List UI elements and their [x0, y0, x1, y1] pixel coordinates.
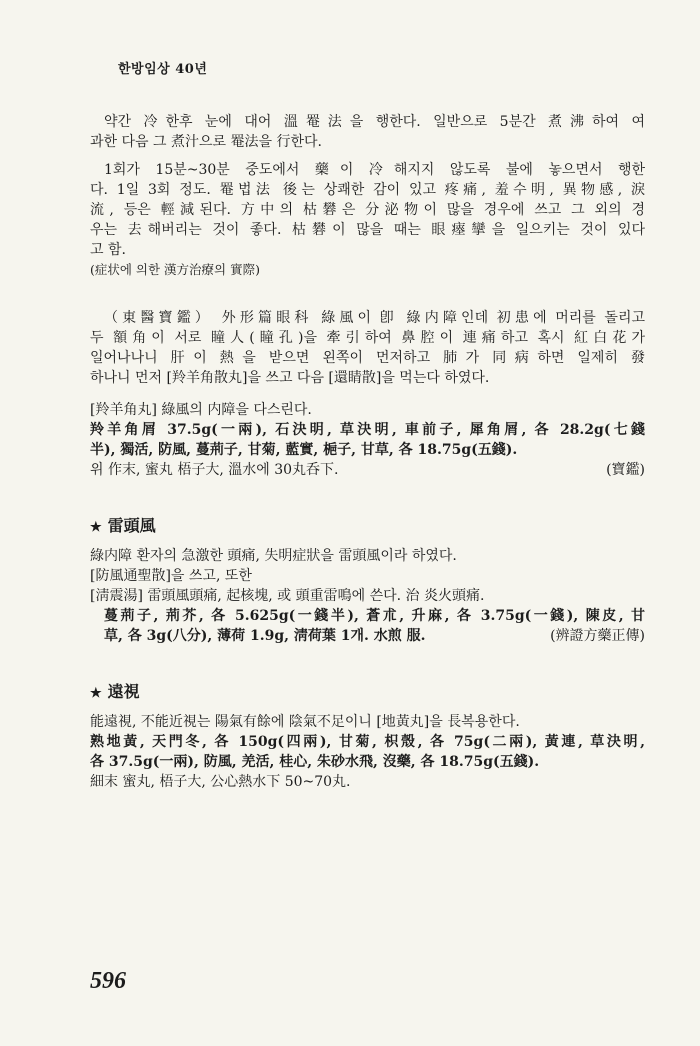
paragraph-procedure [90, 160, 645, 260]
citation: (寶鑑) [606, 462, 645, 478]
prescription-title: [淸震湯] 雷頭風頭痛, 起核塊, 或 頭重雷鳴에 쓴다. 治 炎火頭痛. [90, 588, 485, 604]
paragraph-warm-compress [90, 112, 645, 152]
text-line: 우는 去해버리는 것이 좋다. 枯礬이 많을 때는 眼瘞攣을 일으키는 것이 있다 [90, 222, 645, 238]
text-line: 流, 등은 輕減된다. 方中의 枯礬은 分泌物이 많을 경우에 쓰고 그 외의 경 [90, 202, 645, 218]
citation: (辨證方藥正傳) [550, 628, 645, 644]
text-line: 고 함. [90, 242, 126, 258]
prescription-title: [羚羊角丸] 綠風의 内障을 다스린다. [90, 402, 312, 418]
section-heading [90, 680, 645, 704]
ingredient-line: 羚羊角屑 37.5g(一兩), 石決明, 草決明, 車前子, 犀角屑, 各 28.2g(七錢 [90, 422, 645, 438]
text-line: 하나니 먼저 [羚羊角散丸]을 쓰고 다음 [還睛散]을 먹는다 하였다. [90, 370, 490, 386]
text-line: 綠内障 환자의 急激한 頭痛, 失明症狀을 雷頭風이라 하였다. [90, 548, 457, 564]
section-noedupung [90, 514, 645, 646]
preparation-method: 위 作末, 蜜丸 梧子大, 溫水에 30丸呑下. [90, 462, 339, 478]
ingredient-line: 蔓荊子, 荊芥, 各 5.625g(一錢半), 蒼朮, 升麻, 各 3.75g(一錢), 陳皮, 甘 [104, 608, 645, 624]
text-line: 能遠視, 不能近視는 陽氣有餘에 陰氣不足이니 [地黃丸]을 長복용한다. [90, 714, 520, 730]
section-heading [90, 514, 645, 538]
ingredient-line [90, 626, 645, 646]
text-line: 다. 1일 3회 정도. 罨법法 後는 상쾌한 감이 있고 疼痛, 羞수明, 異物感, 淚 [90, 182, 645, 198]
text-line: 두 額角이 서로 瞳人(瞳孔)을 牽引하여 鼻腔이 連痛하고 혹시 紅白花가 [90, 330, 645, 346]
text-line: 細末 蜜丸, 梧子大, 公心熱水下 50~70丸. [90, 774, 351, 790]
heading-text: 遠視 [107, 682, 140, 701]
preparation-line [90, 460, 645, 480]
star-icon: ★ [90, 520, 102, 535]
text-line: 일어나나니 肝이 熱을 받으면 왼쪽이 먼저하고 肺가 同病하면 일제히 發 [90, 350, 645, 366]
heading-text: 雷頭風 [107, 516, 156, 535]
source-note: (症状에 의한 漢方治療의 實際) [90, 262, 260, 277]
star-icon: ★ [90, 686, 102, 701]
page-body [90, 112, 645, 792]
prescription-ryeongyang [90, 400, 645, 480]
text-line: [防風通聖散]을 쓰고, 또한 [90, 568, 252, 584]
text-line: 약간 冷한후 눈에 대어 溫罨法을 행한다. 일반으로 5분간 煮沸하여 여 [104, 114, 645, 130]
running-header: 한방임상 40년 [118, 62, 208, 77]
text-line: 1회가 15분~30분 중도에서 藥이 冷해지지 않도록 불에 놓으면서 행한 [104, 162, 645, 178]
paragraph-dongui-bogam [90, 308, 645, 388]
text-line: 과한 다음 그 煮汁으로 罨法을 行한다. [90, 134, 322, 150]
text-line: （東醫寶鑑） 外形篇眼科 綠風이 卽 綠内障인데 初患에 머리를 돌리고 [104, 310, 645, 326]
ingredient-line: 各 37.5g(一兩), 防風, 羌活, 桂心, 朱砂水飛, 沒藥, 各 18.75g(五錢). [90, 754, 540, 770]
ingredient-text: 草, 各 3g(八分), 薄荷 1.9g, 淸荷葉 1개. 水煎 服. [104, 628, 426, 644]
ingredient-line: 熟地黃, 天門冬, 各 150g(四兩), 甘菊, 枳殼, 各 75g(二兩), 黃連, 草決明, [90, 734, 645, 750]
section-wonsi [90, 680, 645, 792]
page-number: 596 [90, 968, 126, 994]
ingredient-line: 半), 獨活, 防風, 蔓荊子, 甘菊, 藍實, 梔子, 甘草, 各 18.75g(五錢). [90, 442, 518, 458]
